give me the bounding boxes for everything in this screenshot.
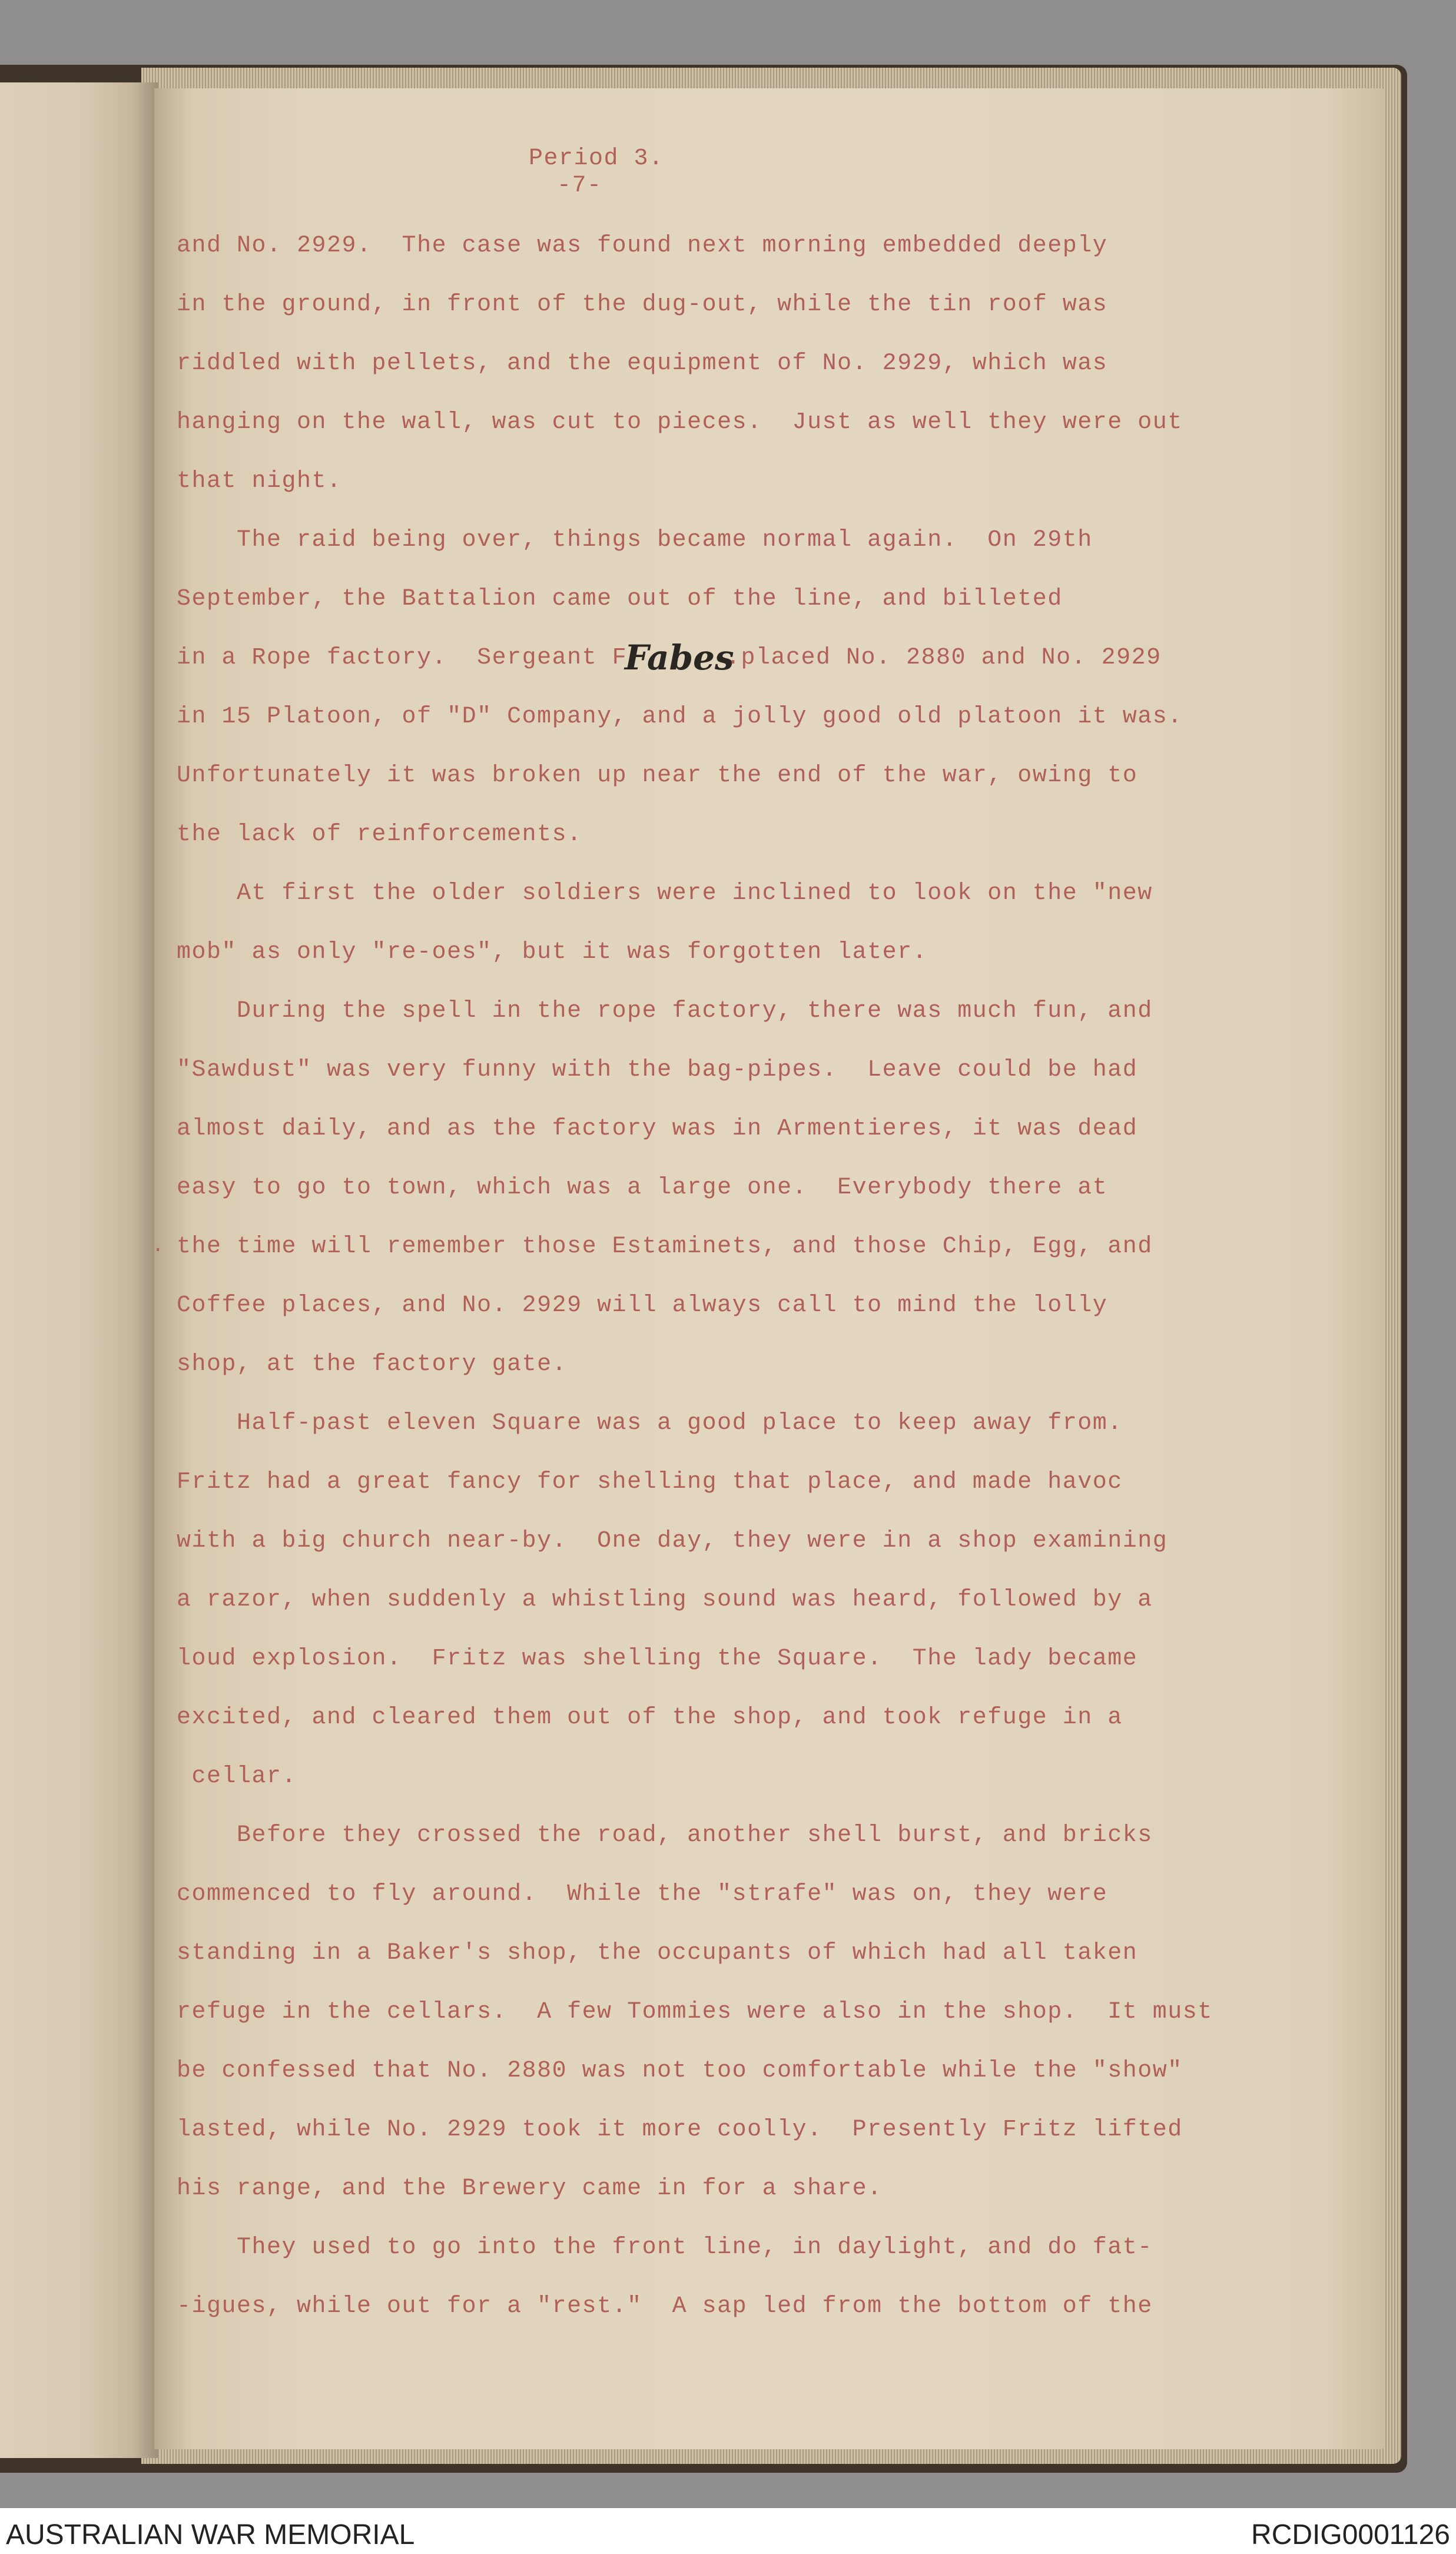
- text-line: the lack of reinforcements.: [177, 821, 582, 848]
- archive-footer: [0, 2508, 1456, 2554]
- text-line: excited, and cleared them out of the shop, and took refuge in a: [177, 1704, 1123, 1731]
- text-line: September, the Battalion came out of the line, and billeted: [177, 586, 1063, 612]
- text-line: the time will remember those Estaminets, and those Chip, Egg, and: [177, 1233, 1153, 1260]
- text-line: a razor, when suddenly a whistling sound was heard, followed by a: [177, 1587, 1153, 1613]
- text-line: "Sawdust" was very funny with the bag-pipes. Leave could be had: [177, 1057, 1138, 1083]
- text-line: and No. 2929. The case was found next morning embedded deeply: [177, 233, 1108, 259]
- institution-name: AUSTRALIAN WAR MEMORIAL: [6, 2519, 415, 2550]
- text-line: be confessed that No. 2880 was not too comfortable while the "show": [177, 2058, 1183, 2084]
- text-line: in 15 Platoon, of "D" Company, and a jolly good old platoon it was.: [177, 704, 1183, 730]
- text-line: shop, at the factory gate.: [177, 1351, 568, 1378]
- text-line: -igues, while out for a "rest." A sap led from the bottom of the: [177, 2293, 1153, 2320]
- text-line: mob" as only "re-oes", but it was forgotten later.: [177, 939, 928, 966]
- text-line: Unfortunately it was broken up near the end of the war, owing to: [177, 762, 1138, 789]
- text-line: Fritz had a great fancy for shelling that place, and made havoc: [177, 1469, 1123, 1495]
- text-line: that night.: [177, 468, 342, 495]
- text-line: Coffee places, and No. 2929 will always call to mind the lolly: [177, 1292, 1108, 1319]
- text-line: almost daily, and as the factory was in Armentieres, it was dead: [177, 1116, 1138, 1142]
- text-line: Before they crossed the road, another shell burst, and bricks: [177, 1822, 1153, 1849]
- text-line: The raid being over, things became normal again. On 29th: [177, 527, 1093, 553]
- text-line: riddled with pellets, and the equipment of No. 2929, which was: [177, 350, 1108, 377]
- text-line: standing in a Baker's shop, the occupants of which had all taken: [177, 1940, 1138, 1966]
- text-line: easy to go to town, which was a large one. Everybody there at: [177, 1175, 1108, 1201]
- text-line: his range, and the Brewery came in for a share.: [177, 2175, 883, 2202]
- handwritten-name: Fabes: [625, 638, 734, 678]
- period-heading: Period 3.: [529, 145, 664, 172]
- text-line: with a big church near-by. One day, they were in a shop examining: [177, 1528, 1168, 1554]
- margin-mark: ·: [152, 1239, 164, 1262]
- text-line: in the ground, in front of the dug-out, while the tin roof was: [177, 291, 1108, 318]
- text-line: in a Rope factory. Sergeant F: [177, 645, 628, 671]
- text-line: cellar.: [177, 1763, 297, 1790]
- page-number: -7-: [557, 173, 602, 199]
- record-id: RCDIG0001126: [1251, 2519, 1450, 2550]
- text-line-continuation: .placed No. 2880 and No. 2929: [726, 645, 1162, 671]
- text-line: hanging on the wall, was cut to pieces. Just as well they were out: [177, 409, 1183, 436]
- text-line: During the spell in the rope factory, there was much fun, and: [177, 998, 1153, 1024]
- text-line: refuge in the cellars. A few Tommies were also in the shop. It must: [177, 1999, 1213, 2025]
- text-line: They used to go into the front line, in daylight, and do fat-: [177, 2234, 1153, 2261]
- text-line: lasted, while No. 2929 took it more coolly. Presently Fritz lifted: [177, 2117, 1183, 2143]
- text-line: loud explosion. Fritz was shelling the Square. The lady became: [177, 1646, 1138, 1672]
- text-line: At first the older soldiers were inclined to look on the "new: [177, 880, 1153, 907]
- text-line: Half-past eleven Square was a good place to keep away from.: [177, 1410, 1123, 1437]
- text-line: commenced to fly around. While the "strafe" was on, they were: [177, 1881, 1108, 1908]
